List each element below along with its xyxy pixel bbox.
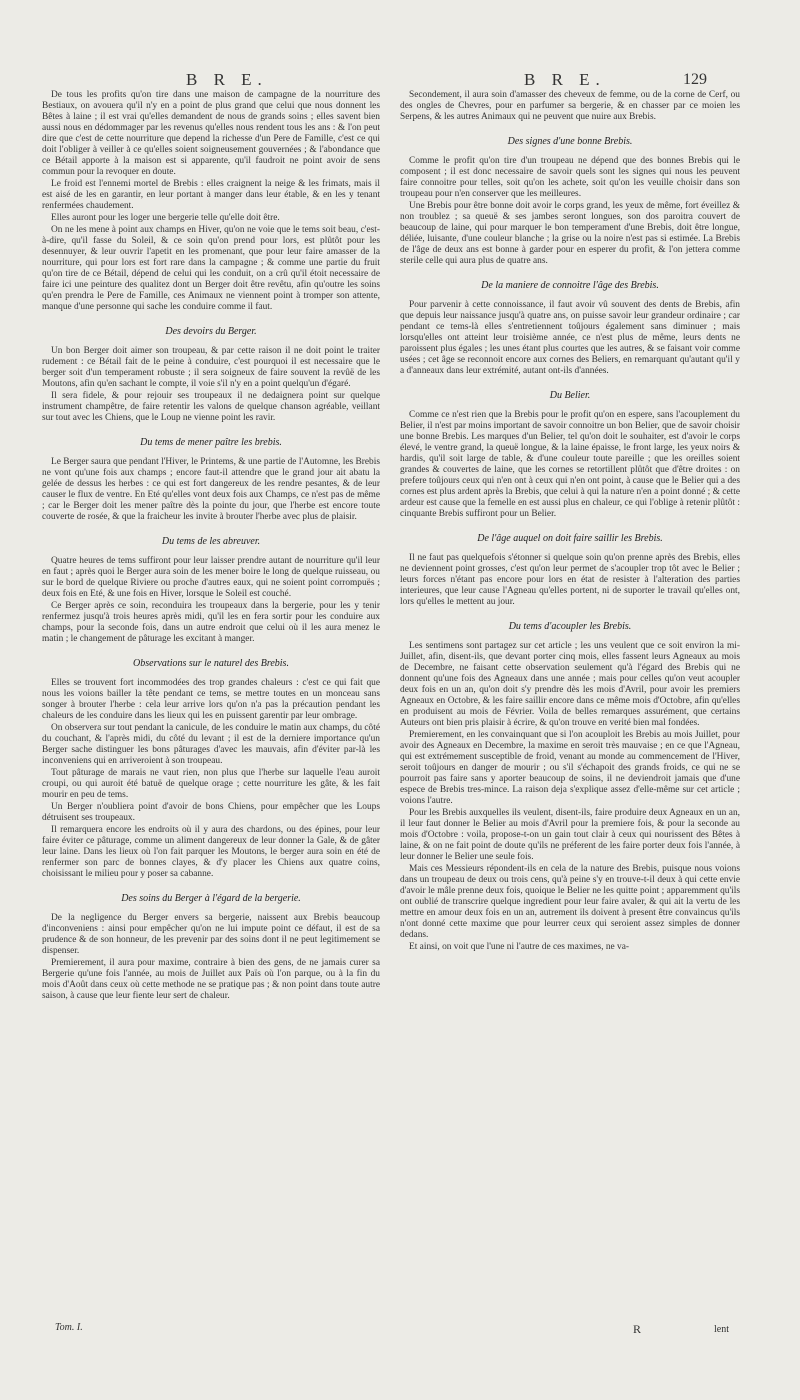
signature-mark: R [633, 1322, 642, 1336]
section-heading: Des signes d'une bonne Brebis. [507, 136, 633, 147]
paragraph: Le Berger saura que pendant l'Hiver, le Printems, & une partie de l'Automne, les Brebis ne vont qu'une fois aux champs ; encore faut-il attendre que le grand jour ait abatu la gelée de dessus les herbes : ce qui est fort dangereux de les rendre pesantes, & de leur causer le flux de ventre. En Eté qu'elles vont deux fois aux Champs, ce n'est pas de même ; car le Berger doit les mener paître dès la pointe du jour, que l'herbe est encore toute couverte de rosée, & que la fraicheur les invite à brouter l'herbe avec plus de plaisir. [42, 457, 380, 522]
paragraph: Premierement, il aura pour maxime, contraire à bien des gens, de ne jamais curer sa Bergerie qu'une fois l'année, au mois de Juillet aux Païs où l'on parque, ou à la fin du mois d'Août dans ceux où cette methode ne se pratique pas ; & non point dans toute autre saison, à cause que leur fiente leur sert de chaleur. [42, 958, 380, 1001]
section-heading: Des soins du Berger à l'égard de la bergerie. [121, 893, 301, 904]
paragraph: Comme ce n'est rien que la Brebis pour le profit qu'on en espere, sans l'acouplement du Belier, il n'est par moins important de savoir connoitre un bon Belier, que de savoir choisir une bonne Brebis. Les marques d'un Belier, tel qu'on doit le souhaiter, est d'avoir le corps élevé, le ventre grand, la queuë longue, & la laine épaisse, le front large, les yeux noirs & hardis, qu'il soit large de table, & d'une couleur toute pareille ; que les oreilles soient grandes & couvertes de laine, que les cornes se retortillent plûtôt que d'être droites : on prefere toûjours ceux qui n'en ont à ceux qui n'en ont point, à cause que le Belier qui a des cornes est plus ardent après la Brebis, que celui à qui la nature n'en a point donné ; & cette ardeur est cause que la femelle en est aussi plus en chaleur, ce qui l'oblige à retenir plûtôt : cinquante Brebis suffiront pour un Belier. [400, 410, 740, 519]
paragraph: On observera sur tout pendant la canicule, de les conduire le matin aux champs, du côté du couchant, & l'après midi, du côté du levant ; il est de la derniere importance qu'un Berger sache distinguer les bons pâturages d'avec les mauvais, afin d'éviter par-là les inconveniens qui en arriveroient à son troupeau. [42, 723, 380, 766]
section-heading: De la maniere de connoitre l'âge des Brebis. [481, 280, 659, 291]
paragraph: Il remarquera encore les endroits où il y aura des chardons, ou des épines, pour leur faire éviter ce pâturage, comme un aliment dangereux de leur donner la Gale, & de gâter leur laine. Dans les lieux où l'on fait parquer les Moutons, le berger aura soin en été de renfermer son parc de bonnes clayes, & d'y placer les Chiens aux quatre coins, choisissant le milieu pour y poser sa cabanne. [42, 825, 380, 879]
paragraph: Il sera fidele, & pour rejouir ses troupeaux il ne dedaignera point sur quelque instrument champêtre, de faire retentir les valons de quelque chanson agréable, veillant sur tout avec les Chiens, que le Loup ne vienne point les ravir. [42, 391, 380, 423]
paragraph: Elles auront pour les loger une bergerie telle qu'elle doit être. [51, 213, 280, 223]
paragraph: Quatre heures de tems suffiront pour leur laisser prendre autant de nourriture qu'il leur en faut ; après quoi le Berger aura soin de les mener boire le long de quelque ruisseau, ou sur le bord de quelque Riviere ou proche d'autres eaux, qui ne soient point corrompuës ; deux fois en Eté, & une fois en Hiver, lorsque le Soleil est couché. [42, 556, 380, 599]
paragraph: Mais ces Messieurs répondent-ils en cela de la nature des Brebis, puisque nous voions dans un troupeau de deux ou trois cens, qu'à peine s'y en trouve-t-il deux à qui cette envie d'avoir le mâle prenne deux fois, quoique le Belier ne les quitte point ; apparemment qu'ils ont oublié de transcrire quelque ingredient pour leur faire avaler, & qui ait la vertu de les mettre en amour deux fois en un an, autrement ils doivent à present être convaincus qu'ils n'ont donné cette maxime que pour leurrer ceux qui seroient assez simples de donner dedans. [400, 864, 740, 940]
paragraph: Elles se trouvent fort incommodées des trop grandes chaleurs : c'est ce qui fait que nous les voions bailler la tête pendant ce tems, se mettre toutes en un monceau sans songer à brouter l'herbe : cela leur arrive lors qu'on n'a pas la précaution pendant les chaleurs de les conduire dans les lieux qui les en puissent garentir par leur ombrage. [42, 678, 380, 721]
catchword: lent [714, 1324, 729, 1335]
right-column [400, 90, 740, 954]
paragraph: Pour parvenir à cette connoissance, il faut avoir vû souvent des dents de Brebis, afin que depuis leur naissance jusqu'à quatre ans, on puisse savoir leur grandeur ordinaire ; car pendant ce tems-là elles s'entretiennent toûjours également sans diminuer ; mais lorsqu'elles ont atteint leur troisième année, ce n'est plus de même, leurs dents ne paroissent plus égales ; les unes étant plus courtes que les autres, & se faisant voir comme usées ; cet âge se reconnoit encore aux cornes des Beliers, en remarquant qu'autant qu'il y a d'anneaux dans leur extrémité, autant ont-ils d'années. [400, 300, 740, 376]
page-number: 129 [683, 71, 707, 88]
paragraph: Secondement, il aura soin d'amasser des cheveux de femme, ou de la corne de Cerf, ou des ongles de Chevres, pour en parfumer sa bergerie, & en chasser par ce moien les Serpens, & les autres Animaux qui ne peuvent que nuire aux Brebis. [400, 90, 740, 122]
paragraph: Un bon Berger doit aimer son troupeau, & par cette raison il ne doit point le traiter rudement : ce Bétail fait de le peine à conduire, c'est pourquoi il est necessaire que le berger soit d'un temperament robuste ; il sera soigneux de faire souvent la revûë de les Moutons, afin qu'en sachant le compte, il voie s'il n'y en a point quelqu'un d'égaré. [42, 346, 380, 389]
section-heading: Des devoirs du Berger. [165, 326, 257, 337]
paragraph: Une Brebis pour être bonne doit avoir le corps grand, les yeux de même, fort éveillez & non troublez ; sa queuë & ses jambes seront longues, son dos paroitra couvert de beaucoup de laine, qui pour marquer le bon temperament d'une Brebis, doit être longue, déliée, luisante, d'une couleur blanche ; la grise ou la noire n'est pas si estimée. La Brebis de l'âge de deux ans est bonne à garder pour en esperer du profit, & l'on jettera comme sterile celle qui aura plus de quatre ans. [400, 201, 740, 266]
paragraph: Un Berger n'oubliera point d'avoir de bons Chiens, pour empêcher que les Loups détruisent ses troupeaux. [42, 802, 380, 823]
section-heading: Observations sur le naturel des Brebis. [133, 658, 289, 669]
section-heading: De l'âge auquel on doit faire saillir les Brebis. [477, 533, 663, 544]
paragraph: De la negligence du Berger envers sa bergerie, naissent aux Brebis beaucoup d'inconveniens : ainsi pour empêcher qu'on ne lui impute point ce défaut, il est de sa prudence & de son honneur, de les prevenir par des soins dont il ne peut legitimement se dispenser. [42, 913, 380, 956]
section-heading: Du tems de mener paître les brebis. [140, 437, 282, 448]
running-head-right: B R E. [524, 70, 606, 89]
paragraph: De tous les profits qu'on tire dans une maison de campagne de la nourriture des Bestiaux, on avouera qu'il n'y en a point de plus grand que celui que nous donnent les Bêtes à laine ; il est vrai qu'elles demandent de nous de grands soins ; elles savent bien aussi nous en dédommager par les revenus qu'elles nous rendent tous les ans : & l'on peut dire que c'est de cette nourriture que depend la richesse d'un Pere de Famille, c'est ce qui doit l'obliger à veiller à ce qu'elles soient soigneusement gouvernées ; & l'abondance que ce Bétail apporte à la maison est si apparente, qu'il faudroit ne point avoir de sens commun pour la revoquer en doute. [42, 90, 380, 177]
paragraph: Les sentimens sont partagez sur cet article ; les uns veulent que ce soit environ la mi-Juillet, afin, disent-ils, que devant porter cinq mois, elles fassent leurs Agneaux au mois de Decembre, ne faisant cette observation seulement qu'à l'égard des Brebis qui ne donnent qu'une fois des Agneaux dans une année ; mais pour celles qu'on veut acoupler deux fois en un an, qu'on doit s'y prendre dès les mois d'Avril, pour avoir les premiers Agneaux en Octobre, & les faire saillir encore dans ce même mois d'Octobre, afin qu'elles en produisent au mois de Février. Voila de belles remarques assurément, que certains Auteurs ont bien pris plaisir à écrire, & qu'on trouve en verité bien mal fondées. [400, 641, 740, 728]
section-heading: Du Belier. [549, 390, 591, 401]
paragraph: On ne les mene à point aux champs en Hiver, qu'on ne voie que le tems soit beau, c'est-à-dire, qu'il fasse du Soleil, & ce soin qu'on prend pour lors, est plûtôt pour les desennuyer, & leur ouvrir l'apetit en les promenant, que pour leur faire amasser de la nourriture, qui pour lors est fort rare dans la campagne ; & comme une partie du fruit qu'on tire de ce Bétail, dépend de celui qui les conduit, on a crû qu'il étoit necessaire de faire ici une peinture des qualitez dont un Berger doit être revêtu, afin qu'outre les soins qu'en prendra le Pere de Famille, ces Animaux ne viennent point à tromper son attente, manque d'une personne qui sache les conduire comme il faut. [42, 225, 380, 312]
paragraph: Il ne faut pas quelquefois s'étonner si quelque soin qu'on prenne après des Brebis, elles ne deviennent point grosses, c'est qu'on leur permet de s'acoupler trop tôt avec le Belier ; leurs forces n'étant pas encore pour lors en état de resister à l'alteration des parties interieures, que leur cause l'Agneau qu'elles portent, ni de suporter le travail qu'elles ont, lors qu'elles le mettent au jour. [400, 553, 740, 607]
paragraph: Ce Berger après ce soin, reconduira les troupeaux dans la bergerie, pour les y tenir renfermez jusqu'à trois heures après midi, qu'il les en fera sortir pour les conduire aux champs, pour la seconde fois, dans un autre endroit que celui où il les aura menez le matin ; le changement de pâturage les excitant à manger. [42, 601, 380, 644]
paragraph: Tout pâturage de marais ne vaut rien, non plus que l'herbe sur laquelle l'eau auroit croupi, ou qui auroit été batuë de quelque orage ; cette nourriture les gâte, & les fait mourir en peu de tems. [42, 768, 380, 800]
paragraph: Pour les Brebis auxquelles ils veulent, disent-ils, faire produire deux Agneaux en un an, il leur faut donner le Belier au mois d'Avril pour la premiere fois, & pour la seconde au mois d'Octobre : voila, propose-t-on un gain tout clair à ceux qui nourissent des Bêtes à laine, & on ne fait point de doute qu'ils ne préferent de les faire porter deux fois l'année, à leur donner le Belier une seule fois. [400, 808, 740, 862]
paragraph: Le froid est l'ennemi mortel de Brebis : elles craignent la neige & les frimats, mais il est aisé de les en garantir, en leur portant à manger dans leur étable, & en les y tenant renfermées chaudement. [42, 179, 380, 211]
volume-mark: Tom. I. [55, 1322, 83, 1333]
paragraph: Comme le profit qu'on tire d'un troupeau ne dépend que des bonnes Brebis qui le composent ; il est donc necessaire de savoir quels sont les signes qui nous les peuvent faire connoitre pour telles, soit qu'on les achete, soit qu'on les veuille choisir dans son troupeau pour n'en conserver que les meilleures. [400, 156, 740, 199]
running-head-left: B R E. [186, 70, 268, 89]
left-column [42, 90, 380, 1003]
section-heading: Du tems d'acoupler les Brebis. [508, 621, 632, 632]
paragraph: Premierement, en les convainquant que si l'on acouploit les Brebis au mois Juillet, pour avoir des Agneaux en Decembre, la maxime en seroit très mauvaise ; en ce que l'Agneau, qui est extrémement susceptible de froid, venant au monde au commencement de l'Hiver, seroit toûjours en danger de mourir ; ou s'il s'échapoit des grands froids, ce qui ne se pourroit pas faire sans y aporter beaucoup de soins, il ne deviendroit jamais que d'une espece de Brebis tres-mince. La raison deja s'explique assez d'elle-même sur cet article ; voions l'autre. [400, 730, 740, 806]
paragraph: Et ainsi, on voit que l'une ni l'autre de ces maximes, ne va- [409, 942, 629, 952]
section-heading: Du tems de les abreuver. [161, 536, 261, 547]
